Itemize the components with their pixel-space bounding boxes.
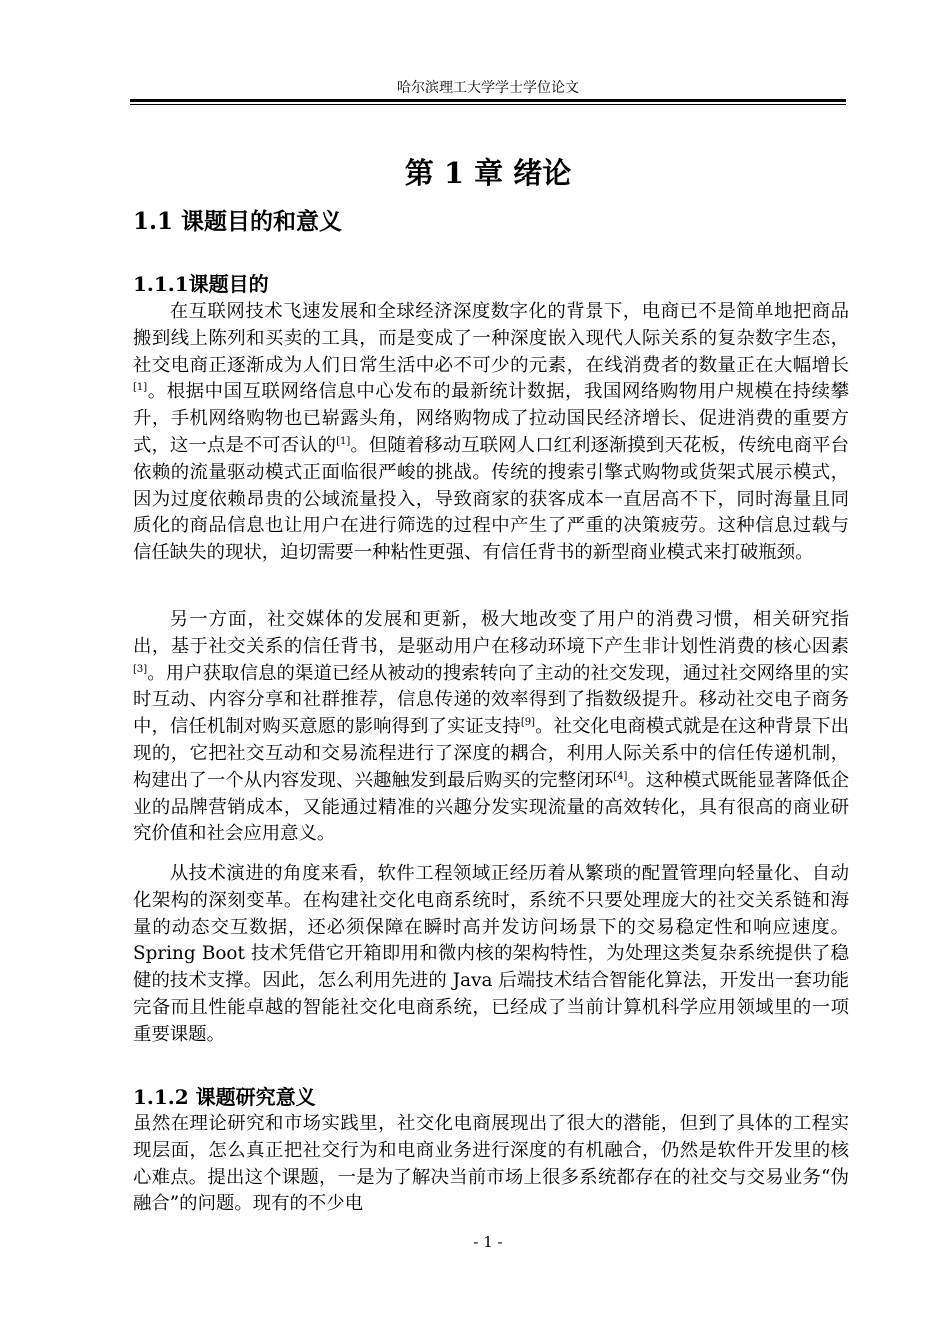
paragraph-text: 。用户获取信息的渠道已经从被动的搜索转向了主动的社交发现，通过社交网络里的实时互动、内容分享和社群推荐，信息传递的效率得到了指数级提升。移动社交电子商务中，信任机制对购买意愿的影响得到了实证支持 <box>133 662 849 738</box>
citation-ref: [3] <box>133 663 148 675</box>
section-heading-1-1-2: 1.1.2 课题研究意义 <box>133 1085 316 1109</box>
paragraph-purpose-1 <box>133 299 849 567</box>
header-rule-thin <box>130 104 846 105</box>
paragraph-text: 。但随着移动互联网人口红利逐渐摸到天花板，传统电商平台依赖的流量驱动模式正面临很严峻的挑战。传统的搜索引擎式购物或货架式展示模式，因为过度依赖昂贵的公域流量投入，导致商家的获客成本一直居高不下，同时海量且同质化的商品信息也让用户在进行筛选的过程中产生了严重的决策疲劳。这种信息过载与信任缺失的现状，迫切需要一种粘性更强、有信任背书的新型商业模式来打破瓶颈。 <box>133 434 849 564</box>
paragraph-text: 。社交化电商模式就是在这种背景下出现的，它把社交互动和交易流程进行了深度的耦合，利用人际关系中的信任传递机制，构建出了一个从内容发现、兴趣触发到最后购买的完整闭环 <box>133 716 849 791</box>
paragraph-purpose-3: 从技术演进的角度来看，软件工程领域正经历着从繁琐的配置管理向轻量化、自动化架构的深刻变革。在构建社交化电商系统时，系统不只要处理庞大的社交关系链和海量的动态交互数据，还必须保障在瞬时高并发访问场景下的交易稳定性和响应速度。Spring Boot 技术凭借它开箱即用和微内核的架构特性，为处理这类复杂系统提供了稳健的技术支撑。因此，怎么利用先进的 Java 后端技术结合智能化算法，开发出一套功能完备而且性能卓越的智能社交化电商系统，已经成了当前计算机科学应用领域里的一项重要课题。 <box>133 863 849 1045</box>
paragraph-text: 另一方面，社交媒体的发展和更新，极大地改变了用户的消费习惯，相关研究指出，基于社交关系的信任背书，是驱动用户在移动环境下产生非计划性消费的核心因素 <box>133 609 849 657</box>
citation-ref: [1] <box>336 435 351 447</box>
paragraph-purpose-2 <box>133 607 849 848</box>
paragraph-text: 。根据中国互联网络信息中心发布的最新统计数据，我国网络购物用户规模在持续攀升，手机网络购物也已崭露头角，网络购物成了拉动国民经济增长、促进消费的重要方式，这一点是不可否认的 <box>133 381 849 456</box>
paragraph-significance-1: 虽然在理论研究和市场实践里，社交化电商展现出了很大的潜能，但到了具体的工程实现层面，怎么真正把社交行为和电商业务进行深度的有机融合，仍然是软件开发里的核心难点。提出这个课题，一是为了解决当前市场上很多系统都存在的社交与交易业务“伪融合”的问题。现有的不少电 <box>133 1113 849 1215</box>
section-heading-1-1: 1.1 课题目的和意义 <box>133 208 343 235</box>
running-header: 哈尔滨理工大学学士学位论文 <box>397 80 579 96</box>
chapter-title: 第 1 章 绪论 <box>404 156 572 190</box>
citation-ref: [9] <box>520 717 536 729</box>
header-rule-thick <box>130 99 846 102</box>
section-heading-1-1-1: 1.1.1课题目的 <box>133 272 269 296</box>
paragraph-text: 在互联网技术飞速发展和全球经济深度数字化的背景下，电商已不是简单地把商品搬到线上陈列和买卖的工具，而是变成了一种深度嵌入现代人际关系的复杂数字生态，社交电商正逐渐成为人们日常生活中必不可少的元素，在线消费者的数量正在大幅增长 <box>133 301 849 376</box>
citation-ref: [4] <box>613 770 628 782</box>
page-number: - 1 - <box>473 1233 503 1251</box>
paragraph-text: 。这种模式既能显著降低企业的品牌营销成本，又能通过精准的兴趣分发实现流量的高效转化，具有很高的商业研究价值和社会应用意义。 <box>133 769 849 845</box>
citation-ref: [1] <box>133 382 148 394</box>
